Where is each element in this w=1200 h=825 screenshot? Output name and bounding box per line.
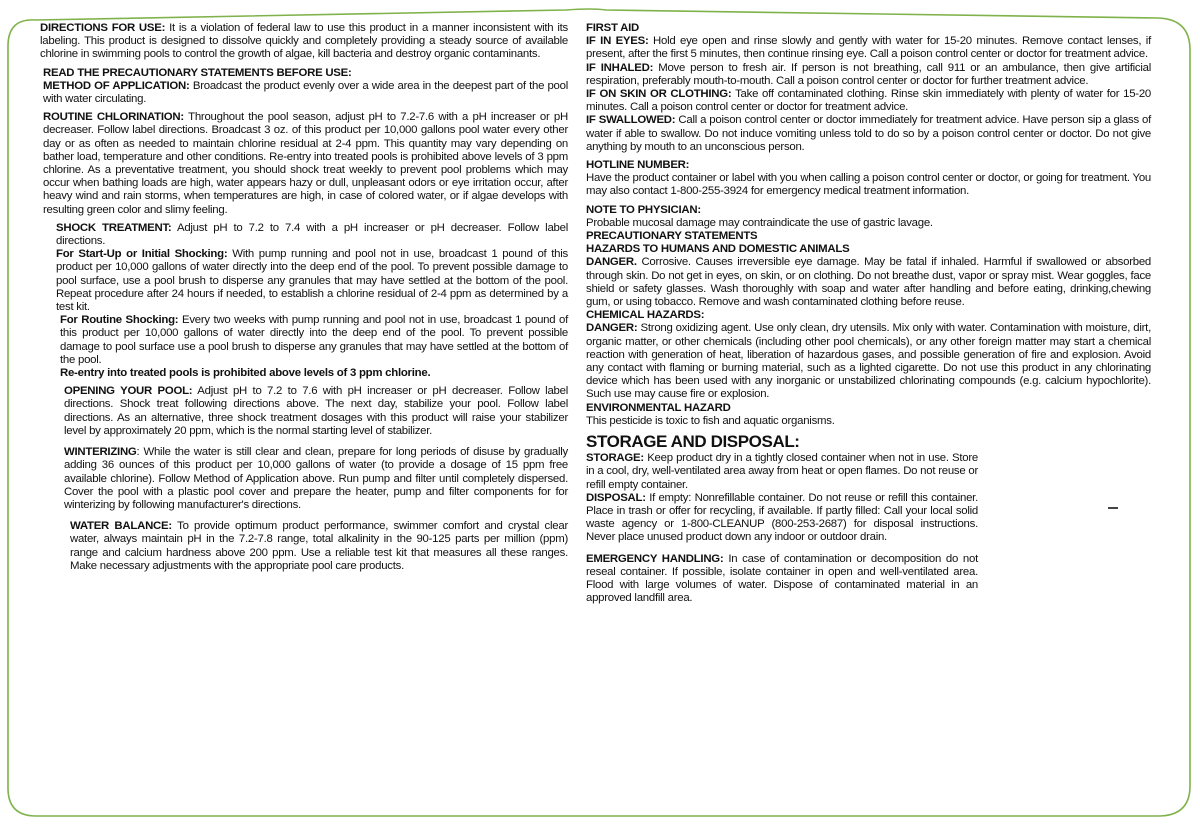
precautionary-title: PRECAUTIONARY STATEMENTS xyxy=(586,230,758,243)
danger-corrosive: DANGER. Corrosive. Causes irreversible eye damage. May be fatal if inhaled. Harmful if swallowed or absorbed through skin. Do not get in eyes, on skin, or on clothing. Do not breathe dust, vapor or spray mist. Wear goggles, face shield or safety glasses. Wash thoroughly with soap and water after handling and before eating, drinking,chewing gum, or using tobacco. Remove and wash contaminated clothing before reuse. xyxy=(586,256,1151,309)
physician-title: NOTE TO PHYSICIAN: xyxy=(586,203,701,216)
chemical-hazards-title: CHEMICAL HAZARDS: xyxy=(586,309,705,322)
first-aid-title: FIRST AID xyxy=(586,22,640,34)
first-aid-column xyxy=(586,22,1151,605)
if-inhaled: IF INHALED: Move person to fresh air. If person is not breathing, call 911 or an ambulance, then give artificial respiration, preferably mouth-to-mouth. Call a poison control center or doctor for further treatment advice. xyxy=(586,61,1151,87)
if-swallowed: IF SWALLOWED: Call a poison control center or doctor immediately for treatment advice. Have person sip a glass of water if able to swallow. Do not induce vomiting unless told to do so by a poison control center or doctor. Do not give anything by mouth to an unconscious person. xyxy=(586,114,1151,153)
start-up-shocking: For Start-Up or Initial Shocking: With pump running and pool not in use, broadcast 1 pound of this product per 10,000 gallons of water directly into the deep end of the pool. To prevent possible damage to pool surface, use a pool brush to disperse any granules that may have settled at the bottom of the pool. Repeat procedure after 24 hours if needed, to establish a chlorine residual of 2-4 ppm as determined by a test kit. xyxy=(56,248,568,314)
directions-for-use: DIRECTIONS FOR USE: It is a violation of federal law to use this product in a manner inconsistent with its labeling. This product is designed to dissolve quickly and completely providing a steady source of available chlorine in swimming pools to control the growth of algae, kill bacteria and destroy organic contaminants. xyxy=(40,22,568,61)
winterizing: WINTERIZING: While the water is still clear and clean, prepare for long periods of disuse by gradually adding 36 ounces of this product per 10,000 gallons of water (to provide a dosage of 15 ppm free available chlorine). Follow Method of Application above. Run pump and filter until completely dispersed. Cover the pool with a plastic pool cover and prepare the heater, pump and filter components for for winterizing by following manufacturer's directions. xyxy=(64,446,568,511)
water-balance: WATER BALANCE: To provide optimum product performance, swimmer comfort and crystal clear water, always maintain pH in the 7.2-7.8 range, total alkalinity in the 90-125 parts per million (ppm) range and calcium hardness above 200 ppm. Use a reliable test kit that measures all these ranges. Make necessary adjustments with the appropriate pool care products. xyxy=(70,520,568,572)
shock-treatment: SHOCK TREATMENT: Adjust pH to 7.2 to 7.4 with a pH increaser or pH decreaser. Follow label directions. xyxy=(56,221,568,248)
physician-text: Probable mucosal damage may contraindicate the use of gastric lavage. xyxy=(586,216,933,229)
hazards-humans-title: HAZARDS TO HUMANS AND DOMESTIC ANIMALS xyxy=(586,243,850,256)
if-on-skin: IF ON SKIN OR CLOTHING: Take off contaminated clothing. Rinse skin immediately with plenty of water for 15-20 minutes. Call a poison control center or doctor for treatment advice. xyxy=(586,88,1151,114)
environmental-text: This pesticide is toxic to fish and aquatic organisms. xyxy=(586,414,835,427)
method-of-application: METHOD OF APPLICATION: Broadcast the product evenly over a wide area in the deepest part of the pool with water circulating. xyxy=(43,79,569,106)
danger-oxidizer: DANGER: Strong oxidizing agent. Use only clean, dry utensils. Mix only with water. Contamination with moisture, dirt, organic matter, or other chemicals (including other pool chemicals), or any other foreign matter may start a chemical reaction with generation of heat, liberation of hazardous gases, and possible generation of fire and explosion. Avoid any contact with flaming or burning material, such as a lighted cigarette. Do not use this product in any chlorinating device which has been used with any inorganic or unstabilized chlorinating compounds (e.g. calcium hypochlorite). Such use may cause fire or explosion. xyxy=(586,322,1151,401)
opening-your-pool: OPENING YOUR POOL: Adjust pH to 7.2 to 7.6 with pH increaser or pH decreaser. Follow label directions. Shock treat following directions above. The next day, stabilize your pool. Follow label directions. As an alternative, three shock treatment dosages with this product will raise your stabilizer level by approximately 20 ppm, which is the normal starting level of stabilizer. xyxy=(64,385,568,437)
environmental-title: ENVIRONMENTAL HAZARD xyxy=(586,401,731,414)
reentry-warning: Re-entry into treated pools is prohibited above levels of 3 ppm chlorine. xyxy=(60,367,431,380)
if-in-eyes: IF IN EYES: Hold eye open and rinse slowly and gently with water for 15-20 minutes. Remove contact lenses, if present, after the first 5 minutes, then continue rinsing eye. Call a poison control center or doctor for treatment advice. xyxy=(586,35,1151,61)
routine-chlorination: ROUTINE CHLORINATION: Throughout the pool season, adjust pH to 7.2-7.6 with a pH increaser or pH decreaser. Follow label directions. Broadcast 3 oz. of this product per 10,000 gallons pool water every other day or as often as needed to maintain chlorine residual at 2-4 ppm. This quantity may vary depending on bather load, temperature and other conditions. Re-entry into treated pools is prohibited above levels of 3 ppm chlorine. As a preventative treatment, you should shock treat weekly to prevent pool problems which may occur when bathing loads are high, water appears hazy or dull, unpleasant odors or eye irritation occur, after heavy wind and rain storms, when temperatures are high, in case of colored water, or if algae develops with resulting green color and slimy feeling. xyxy=(43,111,568,216)
storage-disposal-title: STORAGE AND DISPOSAL: xyxy=(586,432,800,452)
emergency-handling: EMERGENCY HANDLING: In case of contamination or decomposition do not reseal container. If possible, isolate container in open and well-ventilated area. Flood with large volumes of water. Dispose of contaminated material in an approved landfill area. xyxy=(586,552,979,605)
read-precautionary: READ THE PRECAUTIONARY STATEMENTS BEFORE USE: xyxy=(43,66,352,79)
disposal: DISPOSAL: If empty: Nonrefillable container. Do not reuse or refill this container. Place in trash or offer for recycling, if available. If partly filled: Call your local solid waste agency or 1-800-CLEANUP (800-253-2687) for disposal instructions. Never place unused product down any indoor or outdoor drain. xyxy=(586,491,979,544)
dash-mark xyxy=(1108,507,1118,509)
hotline-text: Have the product container or label with you when calling a poison control center or doctor, or going for treatment. You may also contact 1-800-255-3924 for emergency medical treatment information. xyxy=(586,172,1151,198)
routine-shocking: For Routine Shocking: Every two weeks with pump running and pool not in use, broadcast 1 pound of this product per 10,000 gallons of water directly into the deep end of the pool. To prevent possible damage to pool surface use a pool brush to disperse any granules that may have settled at the bottom of the pool. xyxy=(60,314,568,366)
directions-column xyxy=(40,22,568,573)
hotline-title: HOTLINE NUMBER: xyxy=(586,159,690,172)
storage: STORAGE: Keep product dry in a tightly closed container when not in use. Store in a cool, dry, well-ventilated area away from heat or open flames. Do not reuse or refill empty container. xyxy=(586,452,979,491)
